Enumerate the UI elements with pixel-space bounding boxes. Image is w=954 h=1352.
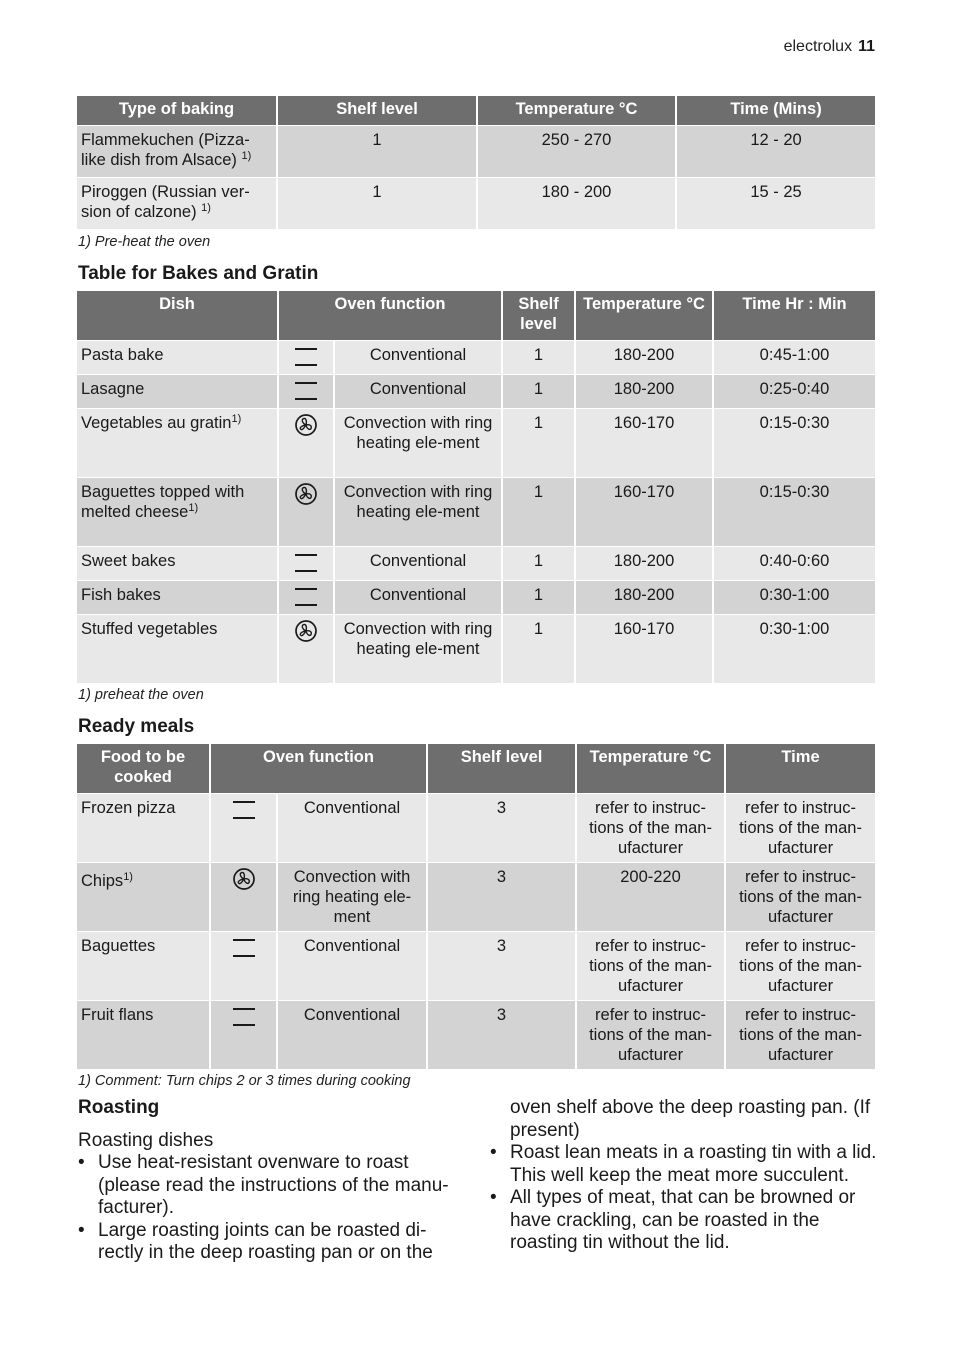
page-number: 11 (858, 38, 875, 55)
cell-dish: Vegetables au gratin$^{1)}$ (77, 408, 278, 477)
bakes-gratin-table (77, 291, 875, 683)
cell-temp: 180-200 (575, 374, 713, 408)
cell-function: Conventional (334, 340, 502, 374)
header-time: Time Hr : Min (713, 291, 875, 340)
cell-dish: Sweet bakes (77, 546, 278, 580)
cell-time: 0:45-1:00 (713, 340, 875, 374)
cell-function-icon (278, 580, 334, 614)
cell-time: 0:25-0:40 (713, 374, 875, 408)
cell-function-icon (278, 477, 334, 546)
cell-food: Frozen pizza (77, 793, 210, 862)
cell-function: Conventional (277, 793, 427, 862)
roasting-title: Roasting (78, 1097, 160, 1118)
roasting-left-column (78, 1097, 470, 1265)
cell-time: 0:15-0:30 (713, 477, 875, 546)
table1-footnote: 1) Pre-heat the oven (78, 234, 211, 250)
cell-time: 0:30-1:00 (713, 614, 875, 683)
header-time: Time (Mins) (676, 96, 875, 125)
table-row (77, 408, 875, 477)
header-oven-function: Oven function (278, 291, 502, 340)
bakes-gratin-title: Table for Bakes and Gratin (78, 263, 319, 284)
cell-shelf: 1 (502, 614, 575, 683)
cell-temp: 180-200 (575, 546, 713, 580)
cell-function: Convection with ring heating ele-ment (334, 614, 502, 683)
cell-food: Baguettes (77, 931, 210, 1000)
header-temperature: Temperature °C (477, 96, 676, 125)
convection-fan-icon (294, 482, 318, 506)
cell-time: refer to instruc-tions of the man-ufacturer (725, 1000, 875, 1069)
table-row (77, 793, 875, 862)
header-oven-function: Oven function (210, 744, 427, 793)
list-item: • Use heat-resistant ovenware to roast (please read the instructions of the manu-facturer). (78, 1152, 470, 1220)
header-temperature: Temperature °C (575, 291, 713, 340)
cell-baking-type: Piroggen (Russian ver-sion of calzone) $^{1)}$ (77, 177, 277, 229)
cell-function: Conventional (277, 931, 427, 1000)
convection-fan-icon (294, 619, 318, 643)
ready-meals-title: Ready meals (78, 716, 195, 737)
cell-function: Convection with ring heating ele-ment (334, 408, 502, 477)
cell-temp: 160-170 (575, 614, 713, 683)
cell-function: Conventional (334, 374, 502, 408)
cell-shelf: 3 (427, 931, 576, 1000)
baking-table (77, 96, 875, 229)
conventional-heat-icon (293, 345, 319, 369)
cell-shelf: 1 (502, 546, 575, 580)
cell-time: refer to instruc-tions of the man-ufacturer (725, 793, 875, 862)
cell-food: Fruit flans (77, 1000, 210, 1069)
cell-function: Convection with ring heating ele-ment (277, 862, 427, 931)
cell-function-icon (278, 374, 334, 408)
cell-shelf: 3 (427, 1000, 576, 1069)
cell-temp: 180 - 200 (477, 177, 676, 229)
cell-time: 0:15-0:30 (713, 408, 875, 477)
brand-name: electrolux (783, 38, 853, 55)
header-shelf-level: Shelf level (277, 96, 477, 125)
cell-temp: refer to instruc-tions of the man-ufacturer (576, 793, 725, 862)
table-row (77, 614, 875, 683)
cell-shelf: 3 (427, 793, 576, 862)
header-shelf-level: Shelf level (502, 291, 575, 340)
cell-shelf: 1 (502, 374, 575, 408)
convection-fan-icon (232, 867, 256, 891)
header-food: Food to be cooked (77, 744, 210, 793)
cell-time: 0:40-0:60 (713, 546, 875, 580)
cell-function-icon (278, 408, 334, 477)
cell-function: Conventional (334, 580, 502, 614)
list-item-continued: oven shelf above the deep roasting pan. (If present) (510, 1097, 871, 1141)
cell-shelf: 1 (502, 408, 575, 477)
table2-footnote: 1) preheat the oven (78, 687, 204, 703)
conventional-heat-icon (293, 379, 319, 403)
header-temperature: Temperature °C (576, 744, 725, 793)
cell-dish: Lasagne (77, 374, 278, 408)
conventional-heat-icon (231, 798, 257, 822)
list-item: • Roast lean meats in a roasting tin with a lid. This well keep the meat more succulent. (490, 1142, 882, 1187)
cell-function-icon (278, 340, 334, 374)
cell-shelf: 3 (427, 862, 576, 931)
cell-shelf: 1 (502, 477, 575, 546)
roasting-right-column (490, 1097, 882, 1255)
cell-dish: Fish bakes (77, 580, 278, 614)
cell-function: Convection with ring heating ele-ment (334, 477, 502, 546)
cell-function-icon (278, 546, 334, 580)
cell-shelf: 1 (277, 177, 477, 229)
cell-function-icon (210, 793, 277, 862)
cell-time: 0:30-1:00 (713, 580, 875, 614)
cell-dish: Stuffed vegetables (77, 614, 278, 683)
list-item: • Large roasting joints can be roasted di-rectly in the deep roasting pan or on the (78, 1220, 470, 1265)
cell-function: Conventional (334, 546, 502, 580)
cell-temp: 180-200 (575, 340, 713, 374)
header-time: Time (725, 744, 875, 793)
header-type-of-baking: Type of baking (77, 96, 277, 125)
cell-function: Conventional (277, 1000, 427, 1069)
table-row (77, 546, 875, 580)
cell-temp: 160-170 (575, 408, 713, 477)
conventional-heat-icon (231, 1005, 257, 1029)
header-shelf-level: Shelf level (427, 744, 576, 793)
cell-function-icon (210, 1000, 277, 1069)
cell-temp: 160-170 (575, 477, 713, 546)
table-row (77, 374, 875, 408)
table-row (77, 125, 875, 177)
roasting-subtitle: Roasting dishes (78, 1129, 214, 1151)
table-row (77, 177, 875, 229)
cell-function-icon (278, 614, 334, 683)
table-row (77, 477, 875, 546)
cell-function-icon (210, 862, 277, 931)
conventional-heat-icon (293, 551, 319, 575)
cell-time: 12 - 20 (676, 125, 875, 177)
cell-dish: Baguettes topped with melted cheese$^{1)}$ (77, 477, 278, 546)
cell-shelf: 1 (502, 340, 575, 374)
cell-food: Chips$^{1)}$ (77, 862, 210, 931)
cell-function-icon (210, 931, 277, 1000)
conventional-heat-icon (231, 936, 257, 960)
list-item: • All types of meat, that can be browned or have crackling, can be roasted in the roasting tin without the lid. (490, 1187, 882, 1255)
ready-meals-table (77, 744, 875, 1069)
table-row (77, 340, 875, 374)
cell-time: 15 - 25 (676, 177, 875, 229)
convection-fan-icon (294, 413, 318, 437)
cell-temp: 250 - 270 (477, 125, 676, 177)
cell-time: refer to instruc-tions of the man-ufacturer (725, 862, 875, 931)
conventional-heat-icon (293, 585, 319, 609)
table-row (77, 862, 875, 931)
header-dish: Dish (77, 291, 278, 340)
cell-dish: Pasta bake (77, 340, 278, 374)
cell-temp: refer to instruc-tions of the man-ufacturer (576, 1000, 725, 1069)
cell-shelf: 1 (502, 580, 575, 614)
page-header (784, 38, 875, 56)
cell-temp: 200-220 (576, 862, 725, 931)
cell-baking-type: Flammekuchen (Pizza-like dish from Alsace) $^{1)}$ (77, 125, 277, 177)
table-row (77, 1000, 875, 1069)
table3-footnote: 1) Comment: Turn chips 2 or 3 times during cooking (78, 1073, 411, 1089)
cell-temp: 180-200 (575, 580, 713, 614)
cell-time: refer to instruc-tions of the man-ufacturer (725, 931, 875, 1000)
cell-shelf: 1 (277, 125, 477, 177)
table-row (77, 580, 875, 614)
cell-temp: refer to instruc-tions of the man-ufacturer (576, 931, 725, 1000)
table-row (77, 931, 875, 1000)
